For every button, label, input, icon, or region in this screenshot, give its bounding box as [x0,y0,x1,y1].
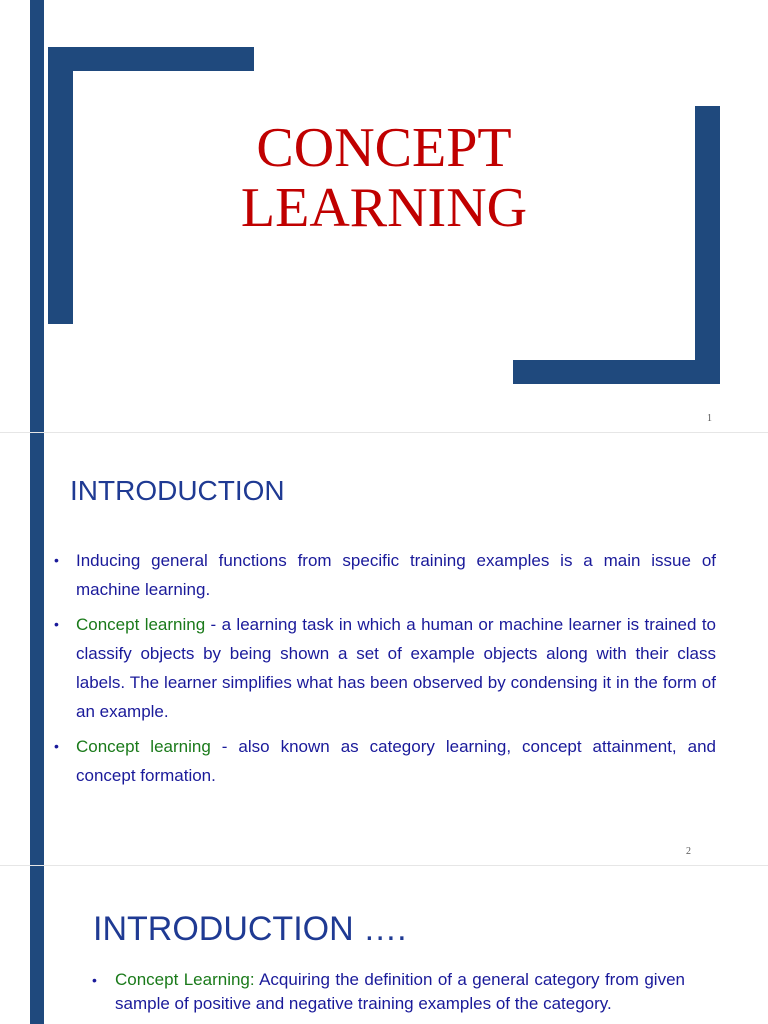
slide-introduction [0,433,768,865]
list-item [54,732,716,790]
slide-title-text [0,118,768,238]
slide-introduction-continued [0,866,768,1024]
bullet-text: Inducing general functions from specific training examples is a main issue of machine learning. [76,551,716,599]
list-item [54,546,716,604]
title-line-1: CONCEPT [256,117,512,179]
slide-title [0,0,768,432]
bullet-term: Concept Learning: [115,970,255,989]
left-accent-bar [30,866,44,1024]
page-number: 1 [707,413,712,424]
slide-heading: INTRODUCTION [70,475,285,506]
bullet-text: - a learning task in which a human or machine learner is trained to classify objects by being shown a set of example objects along with their class labels. The learner simplifies what has been observed by condensing it in the form of an example. [76,615,717,721]
page-number: 2 [686,846,691,857]
bullet-term: Concept learning [76,737,211,756]
list-item [92,968,685,1016]
bullet-text: - also known as category learning, concept attainment, and concept formation. [76,737,717,785]
slide-heading: INTRODUCTION …. [93,910,407,948]
title-line-2: LEARNING [240,177,528,239]
bullet-list [92,968,685,1016]
top-left-bracket-horizontal [48,47,254,71]
bullet-text: Acquiring the definition of a general category from given sample of positive and negative training examples of the category. [115,970,685,1013]
bottom-right-bracket-horizontal [513,360,720,384]
bullet-term: Concept learning [76,615,206,634]
bullet-list [54,546,716,796]
left-accent-bar [30,433,44,865]
list-item [54,610,716,726]
